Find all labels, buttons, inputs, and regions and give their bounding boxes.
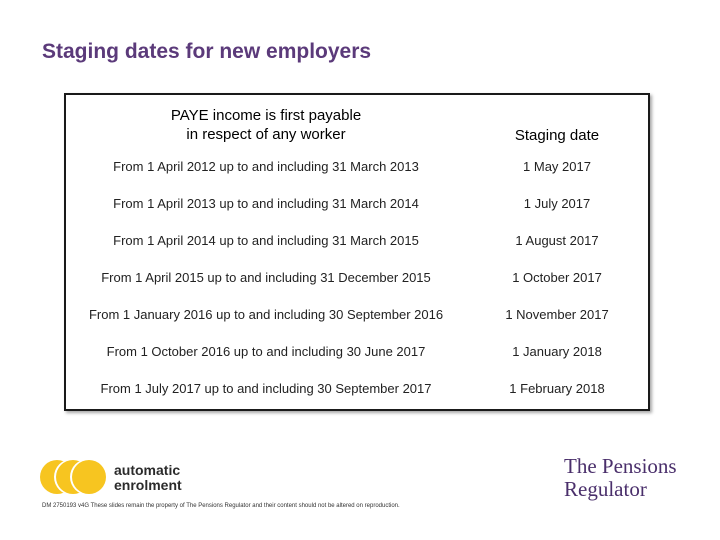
period-cell: From 1 January 2016 up to and including 30 September 2016 (88, 307, 444, 322)
header-line-1: PAYE income is first payable (170, 107, 362, 124)
staging-date-cell: 1 November 2017 (505, 307, 609, 322)
table-header-row (66, 95, 648, 148)
page-title: Staging dates for new employers (42, 40, 372, 63)
header-paye-income (66, 95, 466, 148)
table-row (66, 370, 648, 407)
logo-wordmark (114, 463, 182, 493)
staging-date-cell: 1 July 2017 (523, 196, 591, 211)
staging-date-cell: 1 August 2017 (515, 233, 599, 248)
period-cell: From 1 April 2014 up to and including 31 March 2015 (113, 233, 419, 248)
pensions-regulator-logo (564, 455, 677, 501)
staging-date-cell: 1 January 2018 (512, 344, 602, 359)
period-cell: From 1 October 2016 up to and including 30 June 2017 (106, 344, 426, 359)
table-row (66, 148, 648, 185)
period-cell: From 1 April 2013 up to and including 31 March 2014 (113, 196, 419, 211)
overlapping-circles-icon (40, 460, 106, 496)
header-line-2: in respect of any worker (186, 126, 346, 143)
regulator-line-1: The Pensions (564, 454, 677, 478)
automatic-enrolment-logo (40, 460, 182, 496)
period-cell: From 1 April 2012 up to and including 31 March 2013 (113, 159, 419, 174)
period-cell: From 1 April 2015 up to and including 31 December 2015 (101, 270, 431, 285)
staging-dates-table (64, 93, 650, 411)
logo-line-2: enrolment (114, 477, 182, 493)
staging-date-cell: 1 May 2017 (523, 159, 591, 174)
table-row (66, 222, 648, 259)
table-row (66, 259, 648, 296)
staging-date-cell: 1 February 2018 (509, 381, 605, 396)
table-row (66, 185, 648, 222)
logo-line-1: automatic (114, 462, 181, 478)
disclaimer-text: DM 2750193 v4G These slides remain the property of The Pensions Regulator and their content should not be altered on reproduction. (42, 503, 400, 509)
header-staging-date: Staging date (514, 127, 600, 144)
period-cell: From 1 July 2017 up to and including 30 September 2017 (100, 381, 432, 396)
table-row (66, 333, 648, 370)
table-row (66, 296, 648, 333)
staging-date-cell: 1 October 2017 (512, 270, 602, 285)
regulator-line-2: Regulator (564, 477, 647, 501)
